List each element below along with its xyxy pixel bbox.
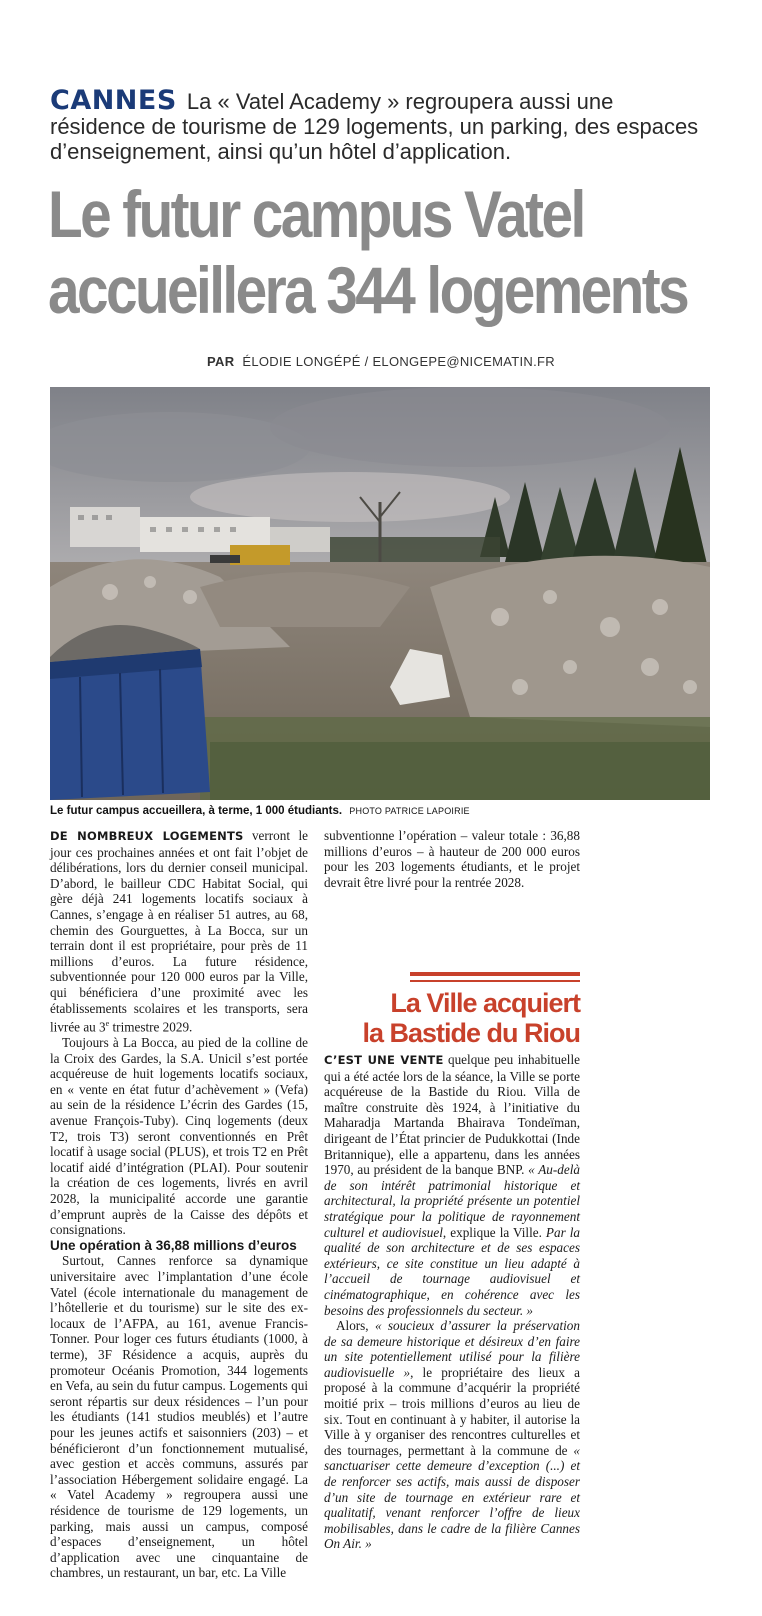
article-photo [50, 387, 710, 800]
photo-caption [50, 805, 710, 817]
kicker-text: La « Vatel Academy » regroupera aussi une résidence de tourisme de 129 logements, un parking, des espaces d’enseignement, ainsi qu’un hôtel d’application. [50, 89, 699, 164]
headline [48, 176, 688, 328]
kicker [50, 85, 710, 164]
photo-credit: PHOTO PATRICE LAPOIRIE [349, 806, 470, 816]
subhead: Une opération à 36,88 millions d’euros [50, 1237, 297, 1253]
paragraph-2: Toujours à La Bocca, au pied de la colline de la Croix des Gardes, la S.A. Unicil s’est portée acquéreuse de huit logements locatifs sociaux, en « vente en état futur d’achèvement » (Vefa) au sein de la résidence L’écrin des Gardes (15, avenue François-Tuby). Cinq logements (deux T2, trois T3) seront conventionnés en Prêt locatif à usage social (PLUS), et trois T2 en Prêt locatif aidé d’intégration (PLAI). Pour soutenir la création de ces logements, livrés en avril 2028, la municipalité accorde une garantie d’emprunt auprès de la Caisse des dépôts et consignations. [50, 1035, 308, 1238]
secondary-title-line-2: la Bastide du Riou [362, 1018, 580, 1048]
secondary-p2-b: , le propriétaire des lieux a proposé à la commune d’acquérir la propriété moitié prix – trois millions d’euros au lieu de six. Tout en continuant à y habiter, il autorise la Ville à y organiser des rencontres culturelles et des tournages, permettant à la commune de [324, 1364, 580, 1458]
article-column-right-continuation [324, 828, 580, 890]
byline-author: ÉLODIE LONGÉPÉ / ELONGEPE@NICEMATIN.FR [242, 354, 555, 369]
secondary-article [324, 1052, 580, 1552]
article-column-left [50, 828, 308, 1581]
secondary-p1-quote2: Par la qualité de son architecture et de ses espaces extérieurs, ce site constitue un lieu adapté à l’accueil de tournage audiovisuel et cinématographique, en cohérence avec les besoins des professionnels du secteur. » [324, 1224, 580, 1318]
paragraph-1-text: verront le jour ces prochaines années et ont fait l’objet de délibérations, lors du dernier conseil municipal. D’abord, le bailleur CDC Habitat Social, qui gère déjà 241 logements locatifs sociaux à Cannes, s’engage à en réaliser 51 autres, au 68, chemin des Gourguettes, à La Bocca, sur un terrain dont il est propriétaire, pour près de 11 millions d’euros. La future résidence, subventionnée pour 120 000 euros par la Ville, qui bénéficiera d’une proximité avec les établissements scolaires et les transports, sera livrée au 3 [50, 828, 308, 1035]
secondary-paragraph-2 [324, 1318, 580, 1552]
secondary-p2-a: Alors, [336, 1318, 375, 1334]
paragraph-3: Surtout, Cannes renforce sa dynamique universitaire avec l’implantation d’une école Vatel (école internationale du management de l’hôtellerie et du tourisme) sur le site des ex-locaux de l’AFPA, au 161, avenue Francis-Tonner. Pour loger ces futurs étudiants (1000, à terme), 3F Résidence a acquis, auprès du promoteur Océanis Promotion, 344 logements en Vefa, au sein du futur campus. Logements qui seront répartis sur deux résidences – l’un pour les étudiants (141 studios meublés) et l’autre pour les jeunes actifs et saisonniers (203) – et bénéficieront d’un fonctionnement mutualisé, avec gestion et accès communs, assurés par l’association Hébergement solidaire engagé. La « Vatel Academy » regroupera aussi une résidence de tourisme de 129 logements, un parking, mais aussi un campus, composé d’espaces d’enseignement, un hôtel d’application avec une cinquantaine de chambres, un restaurant, un bar, etc. La Ville [50, 1253, 308, 1581]
byline [0, 354, 762, 369]
secondary-paragraph-1 [324, 1052, 580, 1318]
location-label: CANNES [50, 85, 177, 116]
demolition-site-illustration [50, 387, 710, 800]
paragraph-1 [50, 828, 308, 1035]
caption-text: Le futur campus accueillera, à terme, 1 000 étudiants. [50, 805, 343, 817]
secondary-title [330, 988, 580, 1048]
secondary-lead-in: C’EST UNE VENTE [324, 1053, 444, 1067]
secondary-p1-b: , explique la Ville. [442, 1224, 546, 1240]
secondary-p1-quote: « Au-delà de son intérêt patrimonial historique et architectural, la propriété présente un potentiel stratégique pour la politique de rayonnement culturel et audiovisuel [324, 1162, 580, 1240]
secondary-title-line-1: La Ville acquiert [390, 988, 580, 1018]
paragraph-3-continued: subventionne l’opération – valeur totale : 36,88 millions d’euros – à hauteur de 200 000 euros pour les 203 logements étudiants, et le projet devrait être livré pour la rentrée 2028. [324, 828, 580, 890]
superscript: e [105, 1019, 110, 1029]
headline-line-2: accueillera 344 logements [48, 253, 688, 327]
secondary-p2-quote2: « sanctuariser cette demeure d’exception (...) et de renforcer ses actifs, mais aussi de disposer d’un site de tournage en extérieur rare et qualitatif, venant renforcer l’offre de lieux mobilisables, dans le cadre de la filière Cannes On Air. » [324, 1442, 580, 1552]
headline-line-1: Le futur campus Vatel [48, 177, 584, 251]
secondary-title-rule [410, 972, 580, 982]
secondary-p1-a: quelque peu inhabituelle qui a été actée lors de la séance, la Ville se porte acquéreuse de la Bastide du Riou. Villa de maître construite dès 1924, à l’initiative du Maharadja Martanda Bhairava Tondeïman, dirigeant de l’État princier de Pudukkottai (Inde Britannique), elle a appartenu, dans les années 1970, au président de la banque BNP. [324, 1052, 580, 1178]
paragraph-1-end: trimestre 2029. [109, 1019, 193, 1035]
secondary-p2-quote: « soucieux d’assurer la préservation de sa demeure historique et désireux d’en faire un site potentiellement utilisé pour la filière audiovisuelle » [324, 1318, 580, 1380]
byline-par: PAR [207, 354, 235, 369]
lead-in: DE NOMBREUX LOGEMENTS [50, 829, 244, 843]
